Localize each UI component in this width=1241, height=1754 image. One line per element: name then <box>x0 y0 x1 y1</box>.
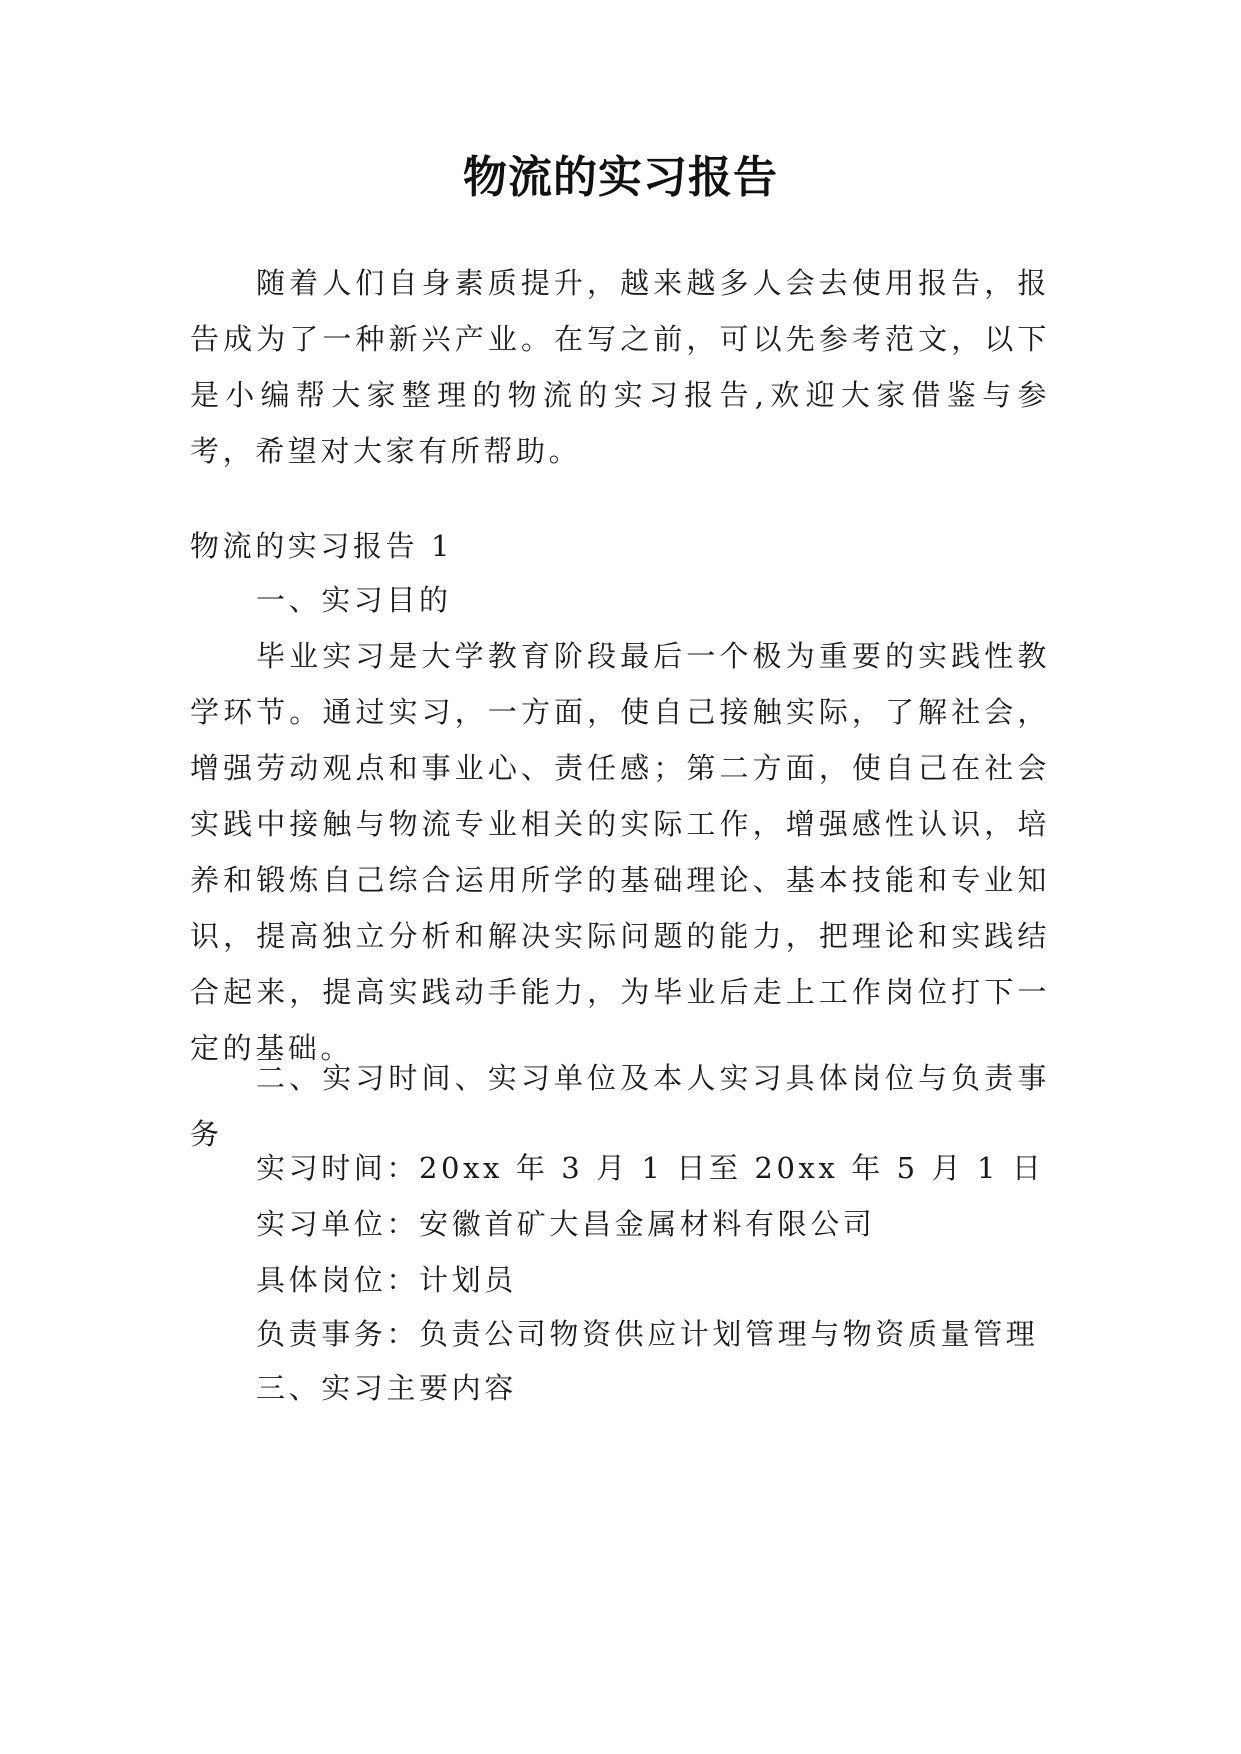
heading-time-unit: 二、实习时间、实习单位及本人实习具体岗位与负责事务 <box>190 1061 1050 1151</box>
item-duty: 负责事务：负责公司物资供应计划管理与物资质量管理 <box>256 1317 1039 1351</box>
heading-content: 三、实习主要内容 <box>256 1371 517 1405</box>
heading-purpose: 一、实习目的 <box>256 583 452 617</box>
purpose-paragraph: 毕业实习是大学教育阶段最后一个极为重要的实践性教学环节。通过实习，一方面，使自己接触实际，了解社会，增强劳动观点和事业心、责任感；第二方面，使自己在社会实践中接触与物流专业相关的实际工作，增强感性认识，培养和锻炼自己综合运用所学的基础理论、基本技能和专业知识，提高独立分析和解决实际问题的能力，把理论和实践结合起来，提高实践动手能力，为毕业后走上工作岗位打下一定的基础。 <box>190 639 1050 1065</box>
document-title: 物流的实习报告 <box>463 152 778 203</box>
item-time: 实习时间：20xx 年 3 月 1 日至 20xx 年 5 月 1 日 <box>256 1151 1045 1185</box>
intro-paragraph: 随着人们自身素质提升，越来越多人会去使用报告，报告成为了一种新兴产业。在写之前，可以先参考范文，以下是小编帮大家整理的物流的实习报告,欢迎大家借鉴与参考，希望对大家有所帮助。 <box>190 266 1050 468</box>
item-position: 具体岗位：计划员 <box>256 1263 517 1297</box>
item-unit: 实习单位：安徽首矿大昌金属材料有限公司 <box>256 1207 876 1241</box>
section-title: 物流的实习报告 1 <box>190 529 454 563</box>
